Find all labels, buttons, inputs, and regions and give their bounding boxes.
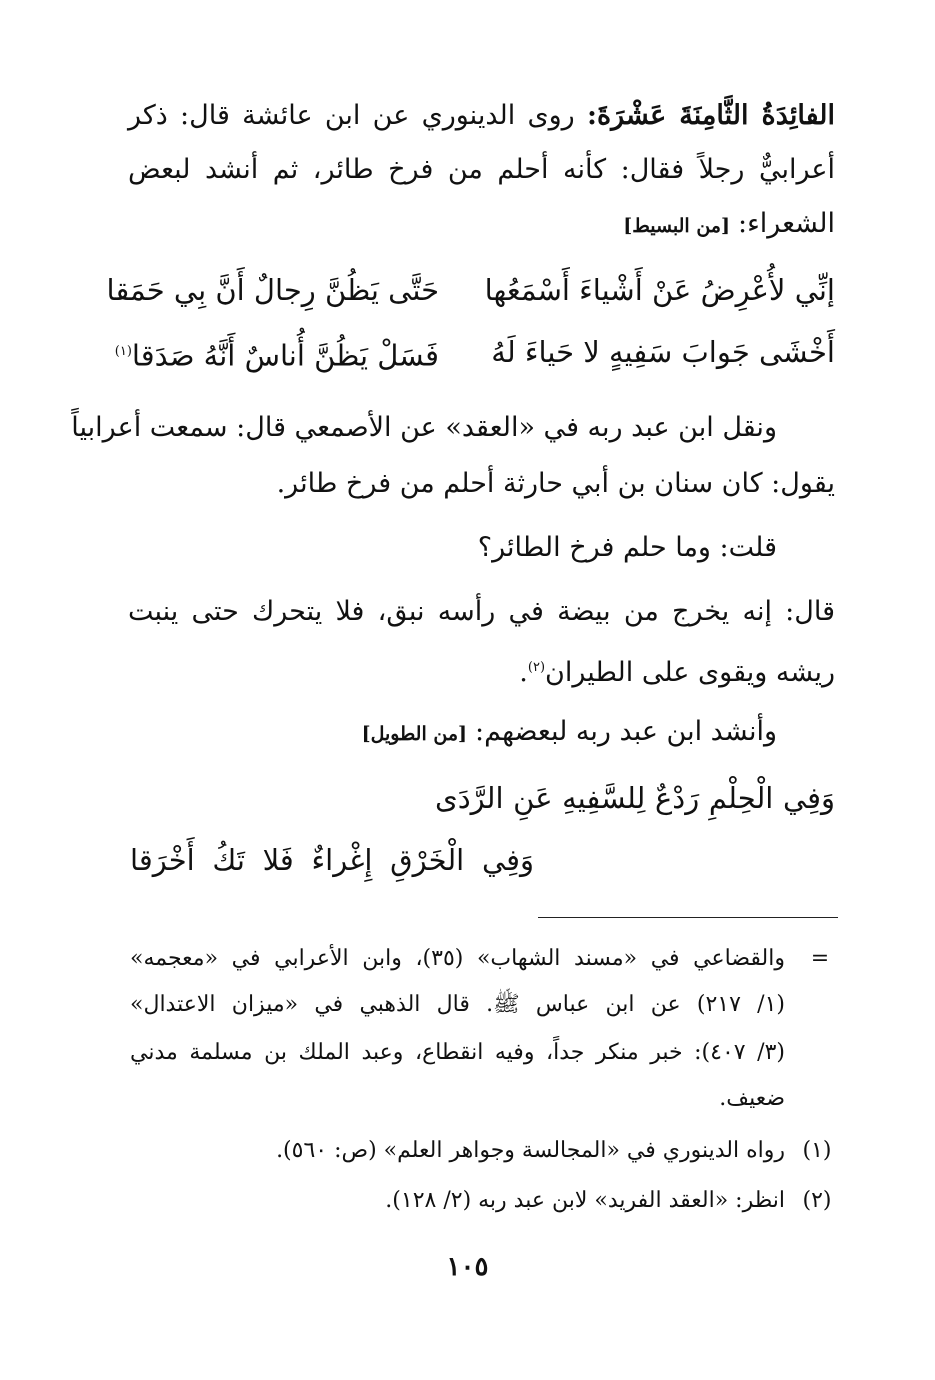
poem-2-line-1: وَفِي الْحِلْمِ رَدْعٌ لِلسَّفِيهِ عَنِ الرَّدَى [435, 781, 835, 815]
footnote-1-number: (١) [802, 1138, 832, 1163]
paragraph-2-line-1: ونقل ابن عبد ربه في «العقد» عن الأصمعي قال: سمعت أعرابياً [71, 412, 777, 443]
paragraph-4-text-end: ريشه ويقوى على الطيران [545, 657, 835, 688]
footnote-continuation-line-1: والقضاعي في «مسند الشهاب» (٣٥)، وابن الأعرابي في «معجمه» [130, 946, 785, 971]
footnote-ref-1: (١) [114, 344, 132, 359]
footnote-1-text: رواه الدينوري في «المجالسة وجواهر العلم» (ص: ٥٦٠). [276, 1138, 785, 1163]
verse-1-right-hemistich: إنِّي لأُعْرِضُ عَنْ أَشْياءَ أَسْمَعُها [484, 273, 835, 307]
paragraph-1-line-2: أعرابيٌّ رجلاً فقال: كأنه أحلم من فرخ طائر، ثم أنشد لبعض [128, 154, 835, 185]
verse-2-left-text: فَسَلْ يَظُنَّ أُناسٌ أَنَّهُ صَدَقا [131, 338, 439, 373]
page-number: ١٠٥ [446, 1252, 489, 1282]
meter-label: [من البسيط] [623, 215, 730, 237]
continuation-mark: = [810, 946, 830, 971]
footnote-continuation-line-3: (٣/ ٤٠٧): خبر منكر جداً، وفيه انقطاع، وعبد الملك بن مسلمة مدني [130, 1040, 785, 1065]
paragraph-4-line-1: قال: إنه يخرج من بيضة في رأسه نبق، فلا يتحرك حتى ينبت [128, 596, 835, 627]
footnote-continuation-line-2: (١/ ٢١٧) عن ابن عباس ﷺ. قال الذهبي في «ميزان الاعتدال» [130, 992, 785, 1017]
paragraph-5 [362, 712, 777, 754]
paragraph-1-line-1 [128, 96, 835, 136]
verse-2-left-hemistich [114, 330, 439, 378]
paragraph-5-text: وأنشد ابن عبد ربه لبعضهم: [475, 716, 777, 747]
footnote-2-text: انظر: «العقد الفريد» لابن عبد ربه (٢/ ١٢٨). [385, 1188, 785, 1213]
verse-2-right-hemistich: أَخْشَى جَوابَ سَفِيهٍ لا حَياءَ لَهُ [491, 335, 835, 369]
paragraph-4-period: . [519, 657, 528, 688]
paragraph-2-line-2: يقول: كان سنان بن أبي حارثة أحلم من فرخ طائر. [276, 468, 835, 499]
meter-label-2: [من الطويل] [361, 723, 467, 745]
paragraph-1-line-3 [623, 204, 835, 246]
paragraph-1-text-end: الشعراء: [737, 208, 835, 239]
footnote-separator [538, 917, 838, 918]
footnote-continuation-line-4: ضعيف. [719, 1086, 785, 1111]
poem-2-line-2: وَفِي الْخَرْقِ إِغْراءٌ فَلا تَكُ أَخْرَقا [130, 843, 534, 877]
section-heading: الفائِدَةُ الثَّامِنَةَ عَشْرَةَ: [587, 100, 835, 131]
footnote-2-number: (٢) [802, 1188, 832, 1213]
paragraph-4-line-2 [519, 648, 835, 693]
paragraph-3: قلت: وما حلم فرخ الطائر؟ [477, 532, 777, 563]
verse-1-left-hemistich: حَتَّى يَظُنَّ رِجالٌ أَنَّ بِي حَمَقا [106, 273, 439, 307]
footnote-ref-2: (٢) [527, 660, 546, 675]
paragraph-1-text: روى الدينوري عن ابن عائشة قال: ذكر [128, 100, 575, 131]
